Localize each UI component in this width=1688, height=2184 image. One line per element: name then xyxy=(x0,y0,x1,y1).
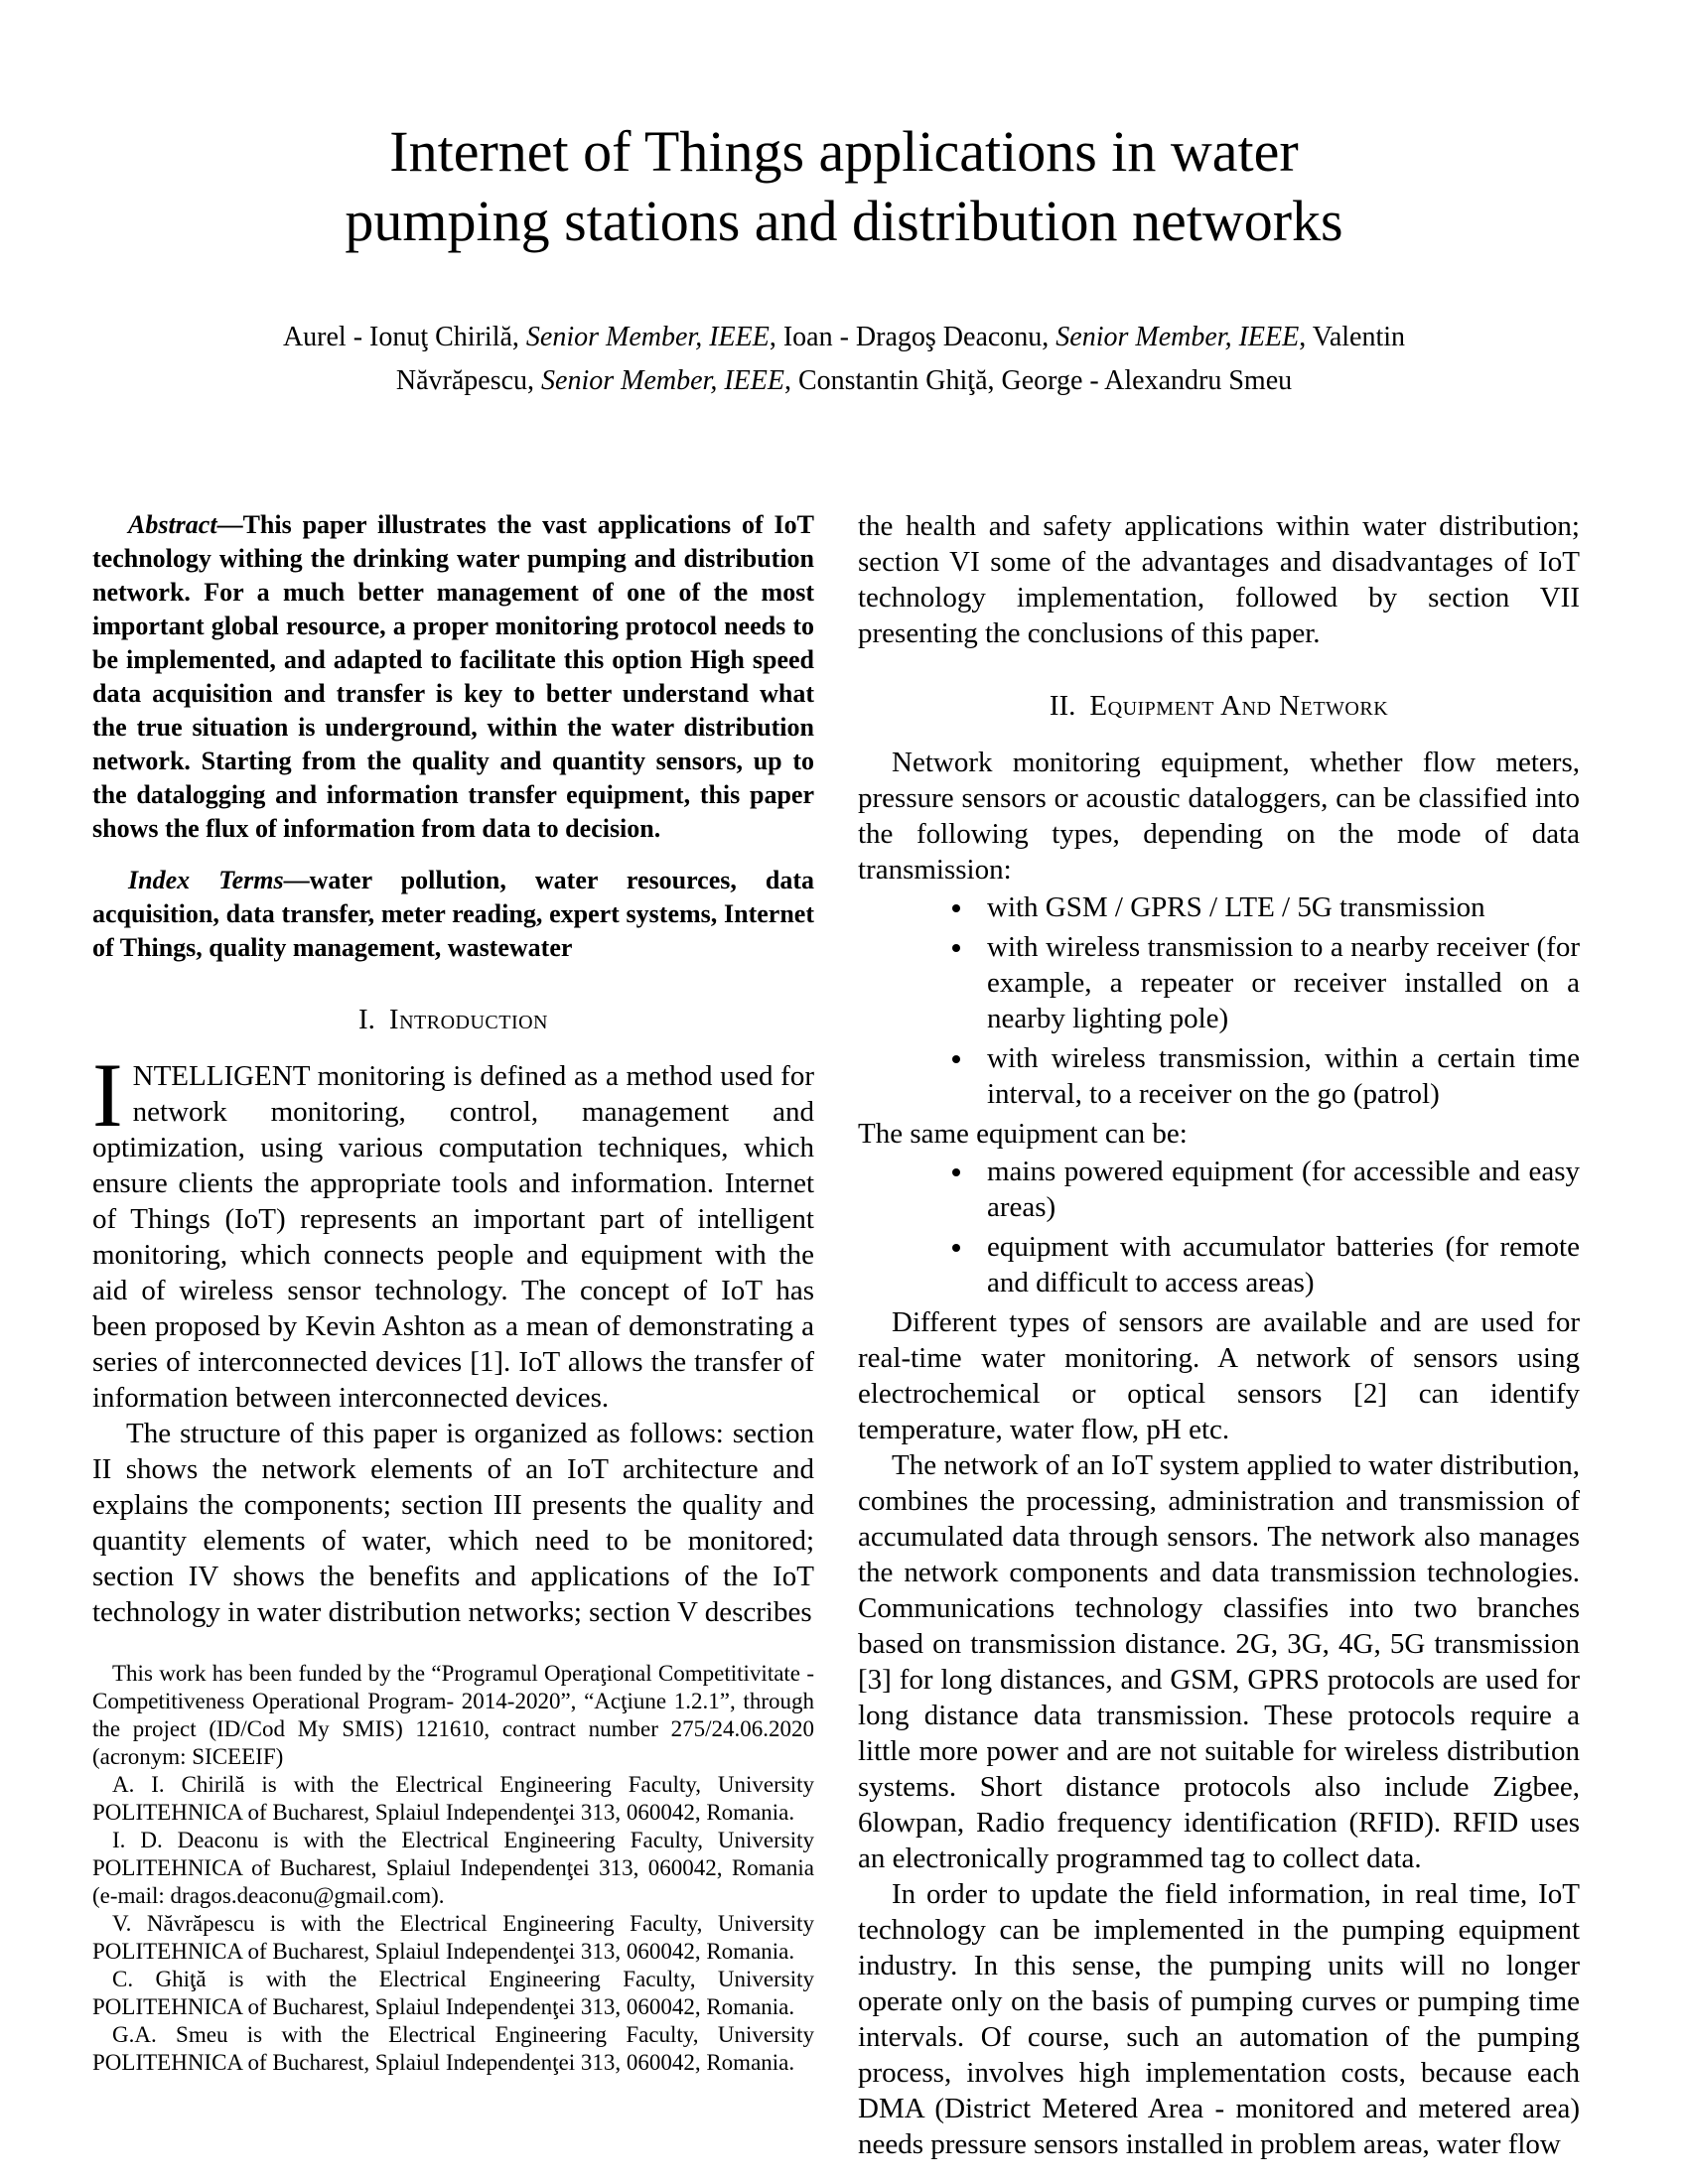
author-text-segment: Năvrăpescu, xyxy=(395,365,542,396)
author-text-segment: Senior Member, IEEE xyxy=(525,322,770,352)
transmission-types-list xyxy=(858,889,1580,1112)
author-text-segment: Aurel - Ionuţ Chirilă, xyxy=(282,322,526,352)
iot-network-paragraph: The network of an IoT system applied to water distribution, combines the processing, administration and transmission of accumulated data through sensors. The network also manages the network components and data transmission technologies. Communications technology classifies into two branches based on transmission distance. 2G, 3G, 4G, 5G transmission [3] for long distances, and GSM, GPRS protocols are used for long distance data transmission. These protocols require a little more power and are not suitable for wireless distribution systems. Short distance protocols also include Zigbee, 6lowpan, Radio frequency identification (RFID). RFID uses an electronically programmed tag to collect data. xyxy=(858,1449,1580,1874)
continuation-paragraph: the health and safety applications within water distribution; section VI some of the advantages and disadvantages of IoT technology implementation, followed by section VII presenting the conclusions of this paper. xyxy=(858,510,1580,649)
footnote-block xyxy=(92,1660,814,2077)
footnote-paragraph: C. Ghiţă is with the Electrical Engineering Faculty, University POLITEHNICA of Bucharest, Splaiul Independenţei 313, 060042, Romania. xyxy=(92,1967,814,2019)
drop-cap: I xyxy=(92,1044,123,1146)
paper-title-line-1: Internet of Things applications in water xyxy=(389,119,1299,184)
footnote-paragraph: G.A. Smeu is with the Electrical Engineering Faculty, University POLITEHNICA of Bucharest, Splaiul Independenţei 313, 060042, Romania. xyxy=(92,2022,814,2075)
power-types-list xyxy=(858,1154,1580,1300)
footnote-paragraph: I. D. Deaconu is with the Electrical Engineering Faculty, University POLITEHNICA of Bucharest, Splaiul Independenţei 313, 060042, Romania (e-mail: dragos.deaconu@gmail.com). xyxy=(92,1828,814,1908)
author-list xyxy=(0,316,1688,403)
section-title: Introduction xyxy=(388,1004,548,1035)
author-text-segment: Senior Member, IEEE xyxy=(541,365,784,396)
bullet-item: • with GSM / GPRS / LTE / 5G transmission xyxy=(975,889,1580,925)
two-column-body xyxy=(0,508,1688,2162)
footnote-paragraph: A. I. Chirilă is with the Electrical Engineering Faculty, University POLITEHNICA of Bucharest, Splaiul Independenţei 313, 060042, Romania. xyxy=(92,1772,814,1825)
abstract xyxy=(92,508,814,846)
index-terms xyxy=(92,864,814,965)
paper-title xyxy=(0,0,1688,256)
author-line-1 xyxy=(0,316,1688,359)
network-equipment-paragraph: Network monitoring equipment, whether flow meters, pressure sensors or acoustic dataloggers, can be classified into the following types, depending on the mode of data transmission: xyxy=(858,747,1580,886)
field-update-paragraph: In order to update the field information, in real time, IoT technology can be implemented in the pumping equipment industry. In this sense, the pumping units will no longer operate only on the basis of pumping curves or pumping time intervals. Of course, such an automation of the pumping process, involves high implementation costs, because each DMA (District Metered Area - monitored and metered area) needs pressure sensors installed in problem areas, water flow xyxy=(858,1878,1580,2160)
author-text-segment: , Valentin xyxy=(1299,322,1406,352)
bullet-item: • mains powered equipment (for accessible and easy areas) xyxy=(975,1154,1580,1225)
footnote-paragraph: V. Năvrăpescu is with the Electrical Engineering Faculty, University POLITEHNICA of Bucharest, Splaiul Independenţei 313, 060042, Romania. xyxy=(92,1911,814,1964)
bullet-item: • equipment with accumulator batteries (for remote and difficult to access areas) xyxy=(975,1229,1580,1300)
left-column xyxy=(92,508,814,2077)
bullet-item: • with wireless transmission to a nearby receiver (for example, a repeater or receiver installed on a nearby lighting pole) xyxy=(975,929,1580,1036)
right-column xyxy=(858,508,1580,2162)
section-title: Equipment And Network xyxy=(1089,690,1389,722)
introduction-paragraph-2: The structure of this paper is organized as follows: section II shows the network elements of an IoT architecture and explains the components; section III presents the quality and quantity elements of water, which need to be monitored; section IV shows the benefits and applications of the IoT technology in water distribution networks; section V describes xyxy=(92,1418,814,1628)
section-number: II. xyxy=(1049,690,1076,722)
author-text-segment: , Constantin Ghiţă, George - Alexandru Smeu xyxy=(783,365,1293,396)
introduction-paragraph-1 xyxy=(92,1044,814,1416)
sensor-types-paragraph: Different types of sensors are available and are used for real-time water monitoring. A network of sensors using electrochemical or optical sensors [2] can identify temperature, water flow, pH etc. xyxy=(858,1306,1580,1445)
author-text-segment: , Ioan - Dragoş Deaconu, xyxy=(769,322,1056,352)
abstract-text: —This paper illustrates the vast applications of IoT technology withing the drinking water pumping and distribution network. For a much better management of one of the most important global resource, a proper monitoring protocol needs to be implemented, and adapted to facilitate this option High speed data acquisition and transfer is key to better understand what the true situation is underground, within the water distribution network. Starting from the quality and quantity sensors, up to the datalogging and information transfer equipment, this paper shows the flux of information from data to decision. xyxy=(92,510,814,843)
index-terms-text: —water pollution, water resources, data acquisition, data transfer, meter reading, expert systems, Internet of Things, quality management, wastewater xyxy=(92,866,814,962)
index-terms-label: Index Terms xyxy=(128,866,284,894)
abstract-label: Abstract xyxy=(128,510,217,539)
same-equipment-paragraph: The same equipment can be: xyxy=(858,1118,1188,1150)
section-heading-introduction xyxy=(92,1003,814,1036)
bullet-item: • with wireless transmission, within a certain time interval, to a receiver on the go (patrol) xyxy=(975,1040,1580,1112)
paper-title-line-2: pumping stations and distribution networks xyxy=(345,189,1343,253)
footnote-paragraph: This work has been funded by the “Programul Operaţional Competitivitate -Competitiveness Operational Program- 2014-2020”, “Acţiune 1.2.1”, through the project (ID/Cod My SMIS) 121610, contract number 275/24.06.2020 (acronym: SICEEIF) xyxy=(92,1661,814,1769)
introduction-paragraph-1-text: NTELLIGENT monitoring is defined as a method used for network monitoring, control, management and optimization, using various computation techniques, which ensure clients the appropriate tools and information. Internet of Things (IoT) represents an important part of intelligent monitoring, which connects people and equipment with the aid of wireless sensor technology. The concept of IoT has been proposed by Kevin Ashton as a mean of demonstrating a series of interconnected devices [1]. IoT allows the transfer of information between interconnected devices. xyxy=(92,1060,814,1414)
section-number: I. xyxy=(357,1004,375,1035)
section-heading-equipment-and-network xyxy=(858,689,1580,723)
author-text-segment: Senior Member, IEEE xyxy=(1055,322,1300,352)
author-line-2 xyxy=(0,359,1688,403)
